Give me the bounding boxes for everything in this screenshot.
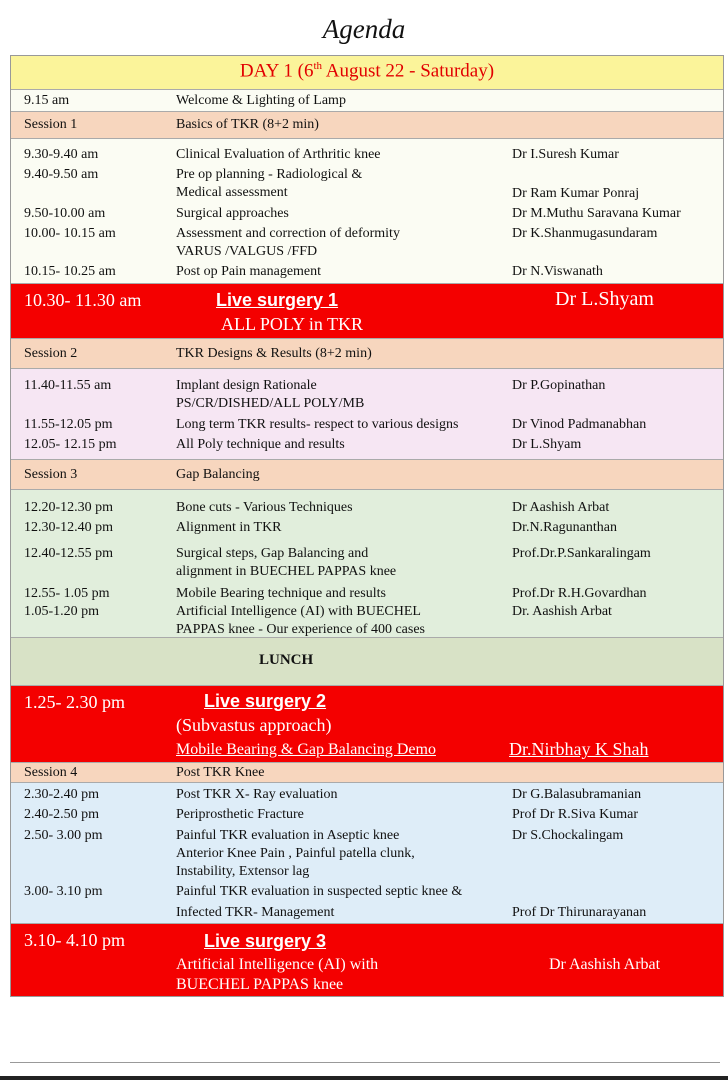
session4-items bbox=[11, 783, 723, 924]
session3-items bbox=[11, 490, 723, 638]
live3-subtitle-line2: BUECHEL PAPPAS knee bbox=[176, 976, 344, 993]
s4-item2-speaker: Prof Dr R.Siva Kumar bbox=[512, 807, 638, 822]
live2-speaker: Dr.Nirbhay K Shah bbox=[509, 739, 649, 759]
live3-speaker: Dr Aashish Arbat bbox=[549, 956, 661, 973]
s4-item4-time: 3.00- 3.10 pm bbox=[24, 884, 103, 899]
s1-item4-time: 10.00- 10.15 am bbox=[24, 226, 116, 241]
s4-item2-time: 2.40-2.50 pm bbox=[24, 807, 100, 822]
session4-title: Post TKR Knee bbox=[176, 765, 265, 780]
s3-item2-topic: Alignment in TKR bbox=[176, 520, 282, 535]
s1-item4-topic-line2: VARUS /VALGUS /FFD bbox=[176, 244, 318, 259]
footer-divider bbox=[10, 1062, 720, 1063]
live2-title: Live surgery 2 bbox=[204, 691, 327, 711]
s2-item1-speaker: Dr P.Gopinathan bbox=[512, 378, 606, 393]
s2-item3-time: 12.05- 12.15 pm bbox=[24, 437, 117, 452]
s3-item3-topic: Surgical steps, Gap Balancing and bbox=[176, 546, 369, 561]
s1-item4-topic: Assessment and correction of deformity bbox=[176, 226, 400, 241]
day-header-row bbox=[11, 56, 723, 90]
s2-item2-speaker: Dr Vinod Padmanabhan bbox=[512, 417, 647, 432]
s3-item5-speaker: Dr. Aashish Arbat bbox=[512, 604, 612, 619]
s2-item2-time: 11.55-12.05 pm bbox=[24, 417, 113, 432]
s4-item1-time: 2.30-2.40 pm bbox=[24, 787, 100, 802]
live3-time: 3.10- 4.10 pm bbox=[24, 930, 125, 950]
s4-item4-speaker: Prof Dr Thirunarayanan bbox=[512, 905, 647, 920]
session1-title: Basics of TKR (8+2 min) bbox=[176, 117, 319, 132]
s1-item2-topic: Pre op planning - Radiological & bbox=[176, 167, 363, 182]
s1-item1-topic: Clinical Evaluation of Arthritic knee bbox=[176, 147, 381, 162]
s2-item1-topic-line2: PS/CR/DISHED/ALL POLY/MB bbox=[176, 396, 365, 411]
page-title: Agenda bbox=[322, 14, 406, 44]
session1-label: Session 1 bbox=[24, 117, 78, 132]
s4-item3-topic-line3: Instability, Extensor lag bbox=[176, 864, 310, 879]
s4-item1-topic: Post TKR X- Ray evaluation bbox=[176, 787, 338, 802]
welcome-time: 9.15 am bbox=[24, 93, 70, 108]
s3-item4-topic: Mobile Bearing technique and results bbox=[176, 586, 386, 601]
s3-item3-topic-line2: alignment in BUECHEL PAPPAS knee bbox=[176, 564, 397, 579]
s3-item1-speaker: Dr Aashish Arbat bbox=[512, 500, 610, 515]
live1-title: Live surgery 1 bbox=[216, 290, 339, 310]
live1-subtitle: ALL POLY in TKR bbox=[221, 314, 364, 334]
s2-item1-topic: Implant design Rationale bbox=[176, 378, 317, 393]
s3-item3-time: 12.40-12.55 pm bbox=[24, 546, 114, 561]
s3-item5-topic: Artificial Intelligence (AI) with BUECHEL bbox=[176, 604, 421, 619]
s4-item3-time: 2.50- 3.00 pm bbox=[24, 828, 103, 843]
s1-item1-speaker: Dr I.Suresh Kumar bbox=[512, 147, 619, 162]
session4-header bbox=[11, 763, 723, 783]
day-header: DAY 1 (6th August 22 - Saturday) bbox=[239, 60, 495, 82]
s1-item2-speaker: Dr Ram Kumar Ponraj bbox=[512, 186, 640, 201]
s1-item2-time: 9.40-9.50 am bbox=[24, 167, 99, 182]
s2-item1-time: 11.40-11.55 am bbox=[24, 378, 112, 393]
s4-item1-speaker: Dr G.Balasubramanian bbox=[512, 787, 642, 802]
s4-item3-speaker: Dr S.Chockalingam bbox=[512, 828, 624, 843]
s3-item2-speaker: Dr.N.Ragunanthan bbox=[512, 520, 617, 535]
s2-item2-topic: Long term TKR results- respect to various designs bbox=[176, 417, 459, 432]
s1-item5-topic: Post op Pain management bbox=[176, 264, 322, 279]
s3-item3-speaker: Prof.Dr.P.Sankaralingam bbox=[512, 546, 651, 561]
s2-item3-topic: All Poly technique and results bbox=[176, 437, 345, 452]
session2-items bbox=[11, 369, 723, 460]
live-surgery2-row bbox=[11, 686, 723, 763]
live2-time: 1.25- 2.30 pm bbox=[24, 692, 125, 712]
session2-header bbox=[11, 339, 723, 369]
s3-item1-time: 12.20-12.30 pm bbox=[24, 500, 114, 515]
s3-item1-topic: Bone cuts - Various Techniques bbox=[176, 500, 353, 515]
s4-item4-topic: Painful TKR evaluation in suspected septic knee & bbox=[176, 884, 463, 899]
s1-item2-topic-line2: Medical assessment bbox=[176, 185, 288, 200]
s1-item1-time: 9.30-9.40 am bbox=[24, 147, 99, 162]
s4-item4-topic-line2: Infected TKR- Management bbox=[176, 905, 335, 920]
s1-item3-speaker: Dr M.Muthu Saravana Kumar bbox=[512, 206, 681, 221]
session1-header bbox=[11, 112, 723, 139]
s3-item2-time: 12.30-12.40 pm bbox=[24, 520, 114, 535]
live1-time: 10.30- 11.30 am bbox=[24, 290, 142, 310]
s1-item5-speaker: Dr N.Viswanath bbox=[512, 264, 603, 279]
s3-item5-topic-line2: PAPPAS knee - Our experience of 400 cases bbox=[176, 622, 425, 637]
live2-demo: Mobile Bearing & Gap Balancing Demo bbox=[176, 741, 436, 758]
welcome-topic: Welcome & Lighting of Lamp bbox=[176, 93, 346, 108]
s3-item4-time: 12.55- 1.05 pm bbox=[24, 586, 110, 601]
live3-subtitle: Artificial Intelligence (AI) with bbox=[176, 956, 379, 973]
s3-item5-time: 1.05-1.20 pm bbox=[24, 604, 100, 619]
s4-item3-topic-line2: Anterior Knee Pain , Painful patella clunk, bbox=[176, 846, 415, 861]
lunch-label: LUNCH bbox=[259, 652, 314, 668]
lunch-row bbox=[11, 638, 723, 686]
session4-label: Session 4 bbox=[24, 765, 78, 780]
agenda-table bbox=[10, 55, 724, 997]
live2-subtitle: (Subvastus approach) bbox=[176, 715, 332, 735]
session3-header bbox=[11, 460, 723, 490]
live1-speaker: Dr L.Shyam bbox=[555, 288, 654, 310]
s4-item3-topic: Painful TKR evaluation in Aseptic knee bbox=[176, 828, 400, 843]
bottom-edge-bar bbox=[0, 1076, 728, 1080]
session2-title: TKR Designs & Results (8+2 min) bbox=[176, 346, 372, 361]
session3-title: Gap Balancing bbox=[176, 467, 260, 482]
live3-title: Live surgery 3 bbox=[204, 931, 327, 951]
session2-label: Session 2 bbox=[24, 346, 78, 361]
s4-item2-topic: Periprosthetic Fracture bbox=[176, 807, 304, 822]
live-surgery3-row bbox=[11, 924, 723, 996]
s2-item3-speaker: Dr L.Shyam bbox=[512, 437, 582, 452]
session3-label: Session 3 bbox=[24, 467, 78, 482]
s1-item4-speaker: Dr K.Shanmugasundaram bbox=[512, 226, 658, 241]
session1-items bbox=[11, 139, 723, 284]
s1-item5-time: 10.15- 10.25 am bbox=[24, 264, 116, 279]
s3-item4-speaker: Prof.Dr R.H.Govardhan bbox=[512, 586, 647, 601]
live-surgery1-row bbox=[11, 284, 723, 339]
welcome-row bbox=[11, 90, 723, 112]
s1-item3-time: 9.50-10.00 am bbox=[24, 206, 106, 221]
s1-item3-topic: Surgical approaches bbox=[176, 206, 289, 221]
